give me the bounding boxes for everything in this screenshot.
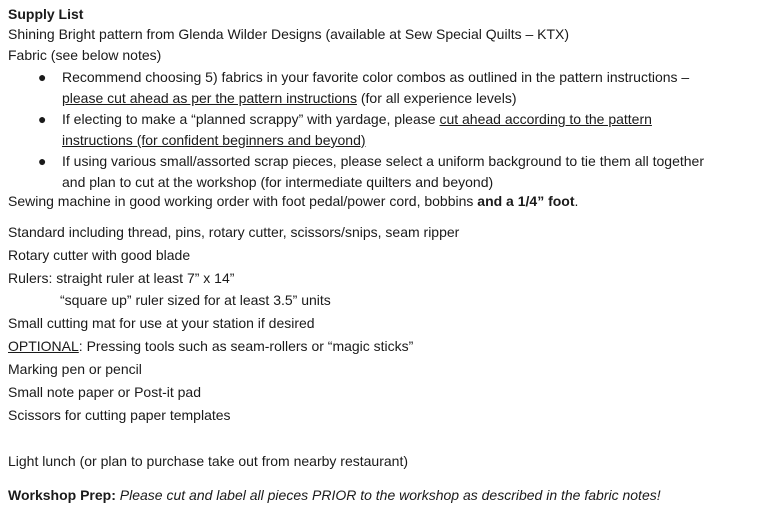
sewing-machine-line [8,193,578,210]
supply-list-heading: Supply List [8,6,84,22]
bullet-1-line-2 [62,90,516,107]
list-item: Standard including thread, pins, rotary cutter, scissors/snips, seam ripper [8,224,460,240]
lunch-line: Light lunch (or plan to purchase take out from nearby restaurant) [8,453,408,469]
optional-line [8,338,413,355]
list-item: Small note paper or Post-it pad [8,384,201,400]
workshop-prep-label: Workshop Prep: [8,487,116,503]
rulers-line-1: Rulers: straight ruler at least 7” x 14” [8,270,235,286]
bullet-2-plain: If electing to make a “planned scrappy” with yardage, please [62,111,440,127]
workshop-prep-text: Please cut and label all pieces PRIOR to the workshop as described in the fabric notes! [115,487,661,503]
optional-label: OPTIONAL [8,338,79,354]
list-item: Rotary cutter with good blade [8,247,191,263]
list-item: Marking pen or pencil [8,361,142,377]
cutting-mat-line: Small cutting mat for use at your station if desired [8,315,315,331]
bullet-2-line-2: instructions (for confident beginners and beyond) [62,132,366,148]
sewing-machine-bold: and a 1/4” foot [477,193,575,209]
bullet-1-line-1: Recommend choosing 5) fabrics in your favorite color combos as outlined in the pattern instructions – [62,69,690,85]
bullet-icon: ● [38,111,47,127]
bullet-3-line-2: and plan to cut at the workshop (for intermediate quilters and beyond) [62,174,494,190]
pattern-line: Shining Bright pattern from Glenda Wilder Designs (available at Sew Special Quilts – KTX) [8,26,570,42]
bullet-3-line-1: If using various small/assorted scrap pieces, please select a uniform background to tie them all together [62,153,704,169]
bullet-1-underlined: please cut ahead as per the pattern instructions [62,90,357,106]
list-item: Scissors for cutting paper templates [8,407,231,423]
bullet-icon: ● [38,153,47,169]
rulers-line-2: “square up” ruler sized for at least 3.5” units [60,292,331,308]
optional-text: : Pressing tools such as seam-rollers or “magic sticks” [78,338,414,354]
workshop-prep-line [8,487,661,504]
bullet-2-underlined-1: cut ahead according to the pattern [439,111,652,127]
bullet-icon: ● [38,69,47,85]
sewing-machine-plain: Sewing machine in good working order with foot pedal/power cord, bobbins [8,193,478,209]
fabric-heading: Fabric (see below notes) [8,47,162,63]
sewing-machine-end: . [574,193,579,209]
bullet-2-line-1 [62,111,652,128]
bullet-1-rest: (for all experience levels) [356,90,517,106]
